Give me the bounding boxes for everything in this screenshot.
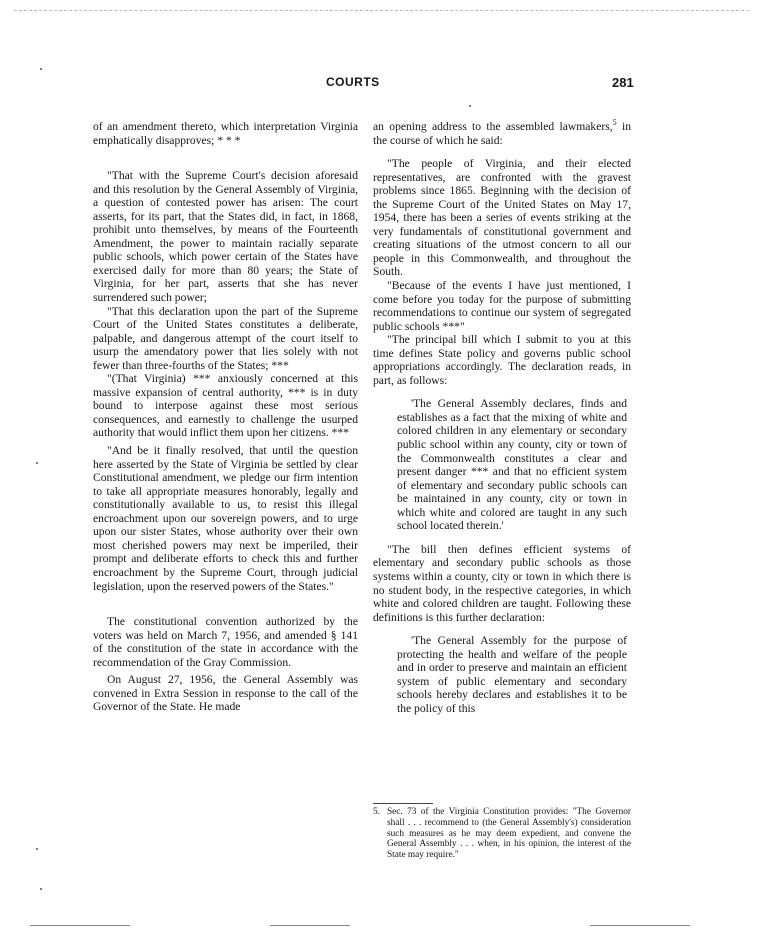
block-quote: 'The General Assembly for the purpose of protecting the health and welfare of the people and in order to preserve and maintain an efficient system of public elementary and secondary schools hereby declares and establishes it to be the policy of this [397,634,627,715]
left-column [93,120,358,714]
scan-speck [36,848,38,850]
page-header [0,75,763,95]
paragraph: "That this declaration upon the part of the Supreme Court of the United States constitutes a deliberate, palpable, and dangerous attempt of the court itself to usurp the amendatory power that lies solely with not fewer than three-fourths of the States; *** [93,304,358,372]
paragraph: "The principal bill which I submit to you at this time defines State policy and governs public school appropriations accordingly. The declaration reads, in part, as follows: [373,333,631,387]
scan-bottom-edge [270,925,350,926]
scan-speck [469,105,471,107]
paragraph: "The people of Virginia, and their elected representatives, are confronted with the gravest problems since 1865. Beginning with the decision of the Supreme Court of the United States on May 17, 1954, there has been a series of events striking at the very fundamentals of constitutional government and creating situations of the utmost concern to all our people in this Commonwealth, and throughout the South. [373,157,631,279]
scan-top-edge [14,10,749,11]
footnote-text: Sec. 73 of the Virginia Constitution provides: "The Governor shall . . . recommend to (the General Assembly's) consideration such measures as he may deem expedient, and convene the General Assembly . . . when, in his opinion, the interest of the State may require." [387,807,631,861]
paragraph: On August 27, 1956, the General Assembly was convened in Extra Session in response to the call of the Governor of the State. He made [93,673,358,714]
paragraph: "That with the Supreme Court's decision aforesaid and this resolution by the General Assembly of Virginia, a question of contested power has arisen: The court asserts, for its part, that the States did, in fact, in 1868, prohibit unto themselves, by means of the Fourteenth Amendment, the power to maintain racially separate public schools, which power certain of the States have exercised daily for more than 80 years; the State of Virginia, for her part, asserts that she has never surrendered such power; [93,169,358,305]
right-column [373,120,631,715]
block-quote: 'The General Assembly declares, finds and establishes as a fact that the mixing of white and colored children in any elementary or secondary public school within any county, city or town of the Commonwealth constitutes a clear and present danger *** and that no efficient system of elementary and secondary public schools can be maintained in any county, city or town in which white and colored are taught in any such school located therein.' [397,397,627,533]
intro-text: an opening address to the assembled lawmakers, [373,120,613,133]
scan-speck [36,462,38,464]
page-number: 281 [612,75,634,90]
paragraph [373,120,631,147]
paragraph: "And be it finally resolved, that until the question here asserted by the State of Virginia be settled by clear Constitutional amendment, we pledge our firm intention to take all appropriate measures honorably, legally and constitutionally available to us, to resist this illegal encroachment upon our sovereign powers, and to urge upon our sister States, whose authority over their own most cherished powers may next be imperiled, their prompt and deliberate efforts to check this and further encroachment by the Supreme Court, through judicial legislation, upon the reserved powers of the States." [93,444,358,593]
footnote-rule [373,803,433,804]
running-head: COURTS [326,75,380,89]
footnote-reference: 5 [612,118,617,128]
footnote-number: 5. [373,807,380,817]
paragraph: "(That Virginia) *** anxiously concerned at this massive expansion of central authority, *** is in duty bound to interpose against these most serious consequences, and earnestly to challenge the usurped authority that would inflict them upon her citizens. *** [93,372,358,440]
scan-speck [40,888,42,890]
scan-bottom-edge [590,925,690,926]
intro-text-end: in the course of which he said: [373,120,631,147]
paragraph: The constitutional convention authorized by the voters was held on March 7, 1956, and amended § 141 of the constitution of the state in accordance with the recommendation of the Gray Commission. [93,615,358,669]
scan-bottom-edge [30,925,130,926]
paragraph: "The bill then defines efficient systems of elementary and secondary public schools as those systems within a county, city or town in which there is no student body, in the respective categories, in which white and colored children are taught. Following these definitions is this further declaration: [373,542,631,624]
scan-speck [40,68,42,70]
paragraph: of an amendment thereto, which interpretation Virginia emphatically disapproves; * * * [93,120,358,147]
paragraph: "Because of the events I have just mentioned, I come before you today for the purpose of submitting recommendations to continue our system of segregated public schools ***" [373,279,631,333]
footnote [373,807,631,861]
